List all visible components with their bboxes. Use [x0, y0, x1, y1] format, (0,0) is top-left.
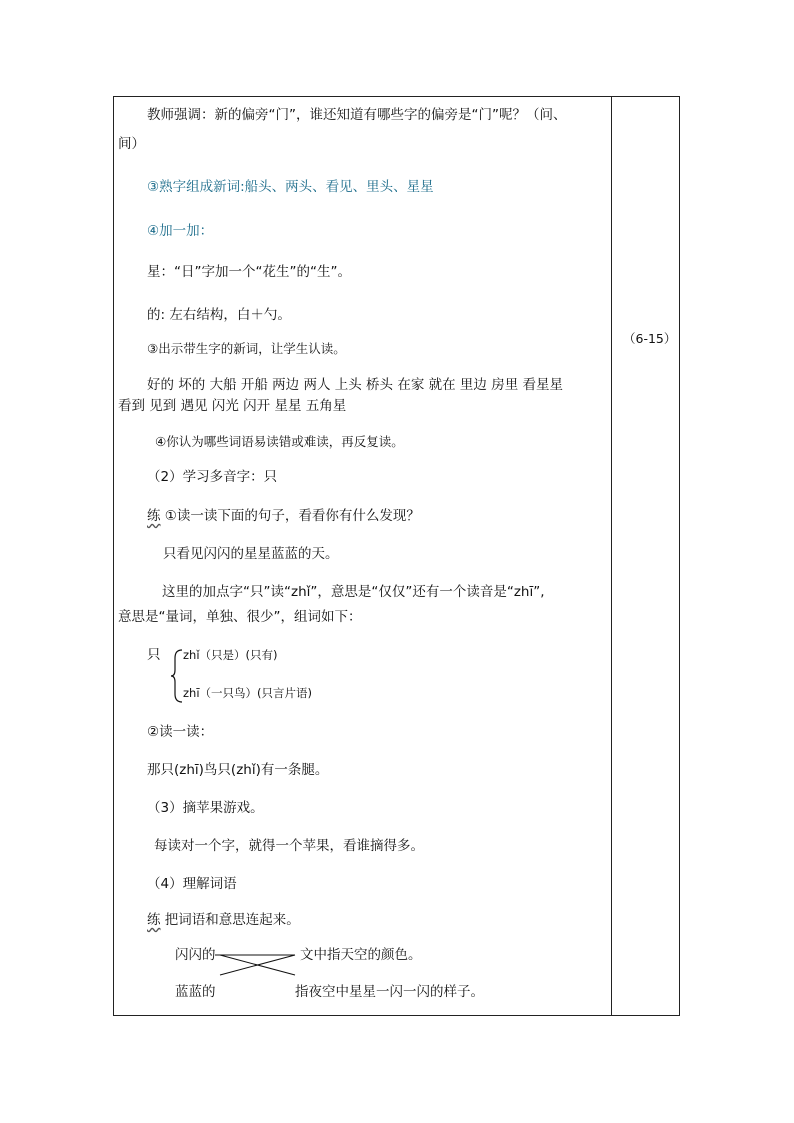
word-list-1: 好的 坏的 大船 开船 两边 两人 上头 桥头 在家 就在 里边 房里 看星星 — [147, 377, 563, 393]
match-lines — [215, 950, 305, 980]
match-left-1: 闪闪的 — [175, 947, 216, 963]
line-apple-game: （3）摘苹果游戏。 — [147, 800, 264, 816]
reading-zhi1: zhī（一只鸟）(只言片语) — [183, 686, 312, 700]
line-new-words: ③熟字组成新词:船头、两头、看见、里头、星星 — [147, 179, 434, 195]
line-show-words: ③出示带生字的新词，让学生认读。 — [147, 341, 346, 356]
practice-2-text: 把词语和意思连起来。 — [164, 912, 300, 928]
practice-1-text: ①读一读下面的句子，看看你有什么发现？ — [164, 508, 420, 524]
line-sentence: 只看见闪闪的星星蓝蓝的天。 — [163, 546, 339, 562]
line-practice-2 — [147, 911, 300, 929]
match-left-2: 蓝蓝的 — [175, 984, 216, 1000]
match-right-2: 指夜空中星星一闪一闪的样子。 — [295, 984, 484, 1000]
line-practice-1 — [147, 507, 420, 525]
word-list-2: 看到 见到 遇见 闪光 闪开 星星 五角星 — [118, 398, 347, 414]
column-divider — [611, 96, 612, 1016]
line-explanation-cont: 意思是“量词，单独、很少”，组词如下： — [118, 609, 362, 625]
brace-icon — [170, 648, 184, 704]
line-example-sentence: 那只(zhī)鸟只(zhǐ)有一条腿。 — [147, 762, 329, 778]
line-teacher-emphasis-cont: 间） — [118, 136, 145, 152]
reading-zhi3: zhǐ（只是）(只有) — [183, 648, 278, 662]
match-right-1: 文中指天空的颜色。 — [300, 947, 422, 963]
line-hard-words: ④你认为哪些词语易读错或难读，再反复读。 — [155, 434, 404, 449]
line-understand-words: （4）理解词语 — [147, 876, 237, 892]
line-apple-rule: 每读对一个字，就得一个苹果，看谁摘得多。 — [154, 838, 424, 854]
line-de: 的: 左右结构，白＋勺。 — [147, 307, 291, 323]
line-explanation: 这里的加点字“只”读“zhǐ”，意思是“仅仅”还有一个读音是“zhī”, — [162, 584, 545, 600]
line-xing: 星：“日”字加一个“花生”的“生”。 — [147, 264, 351, 280]
line-teacher-emphasis: 教师强调：新的偏旁“门”，谁还知道有哪些字的偏旁是“门”呢？（问、 — [147, 107, 567, 123]
line-read: ②读一读： — [147, 724, 214, 740]
polyphone-char: 只 — [147, 647, 161, 663]
time-note: （6-15） — [623, 331, 677, 346]
line-polyphone: （2）学习多音字：只 — [147, 469, 278, 485]
practice-tag: 练 — [147, 508, 161, 524]
line-add-up: ④加一加： — [147, 223, 214, 239]
practice-tag-2: 练 — [147, 912, 161, 928]
